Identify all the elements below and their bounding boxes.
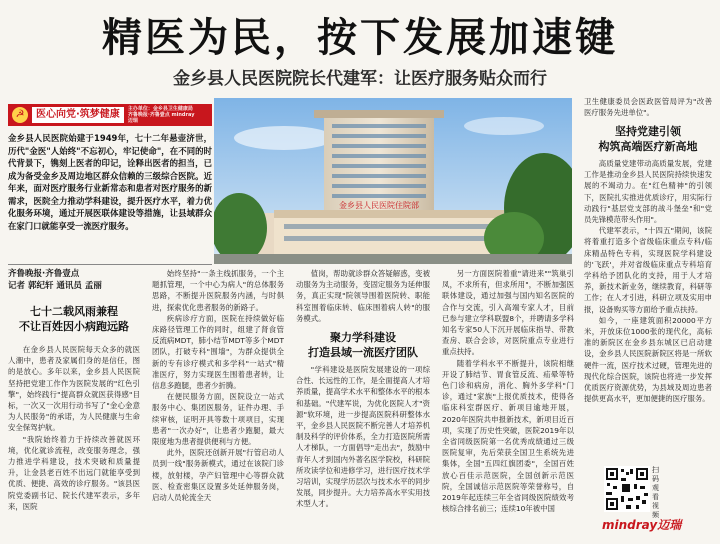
column-2 bbox=[152, 268, 284, 540]
paragraph: 代建军表示，"十四五"期间，该院将着重打造多个省级临床重点专科/临床精品特色专科，实现医院学科建设的'飞跃'，并对省级临床重点专科培育学科给予团队化的支持，用于人才培养，新技术新业务，继续教育，科研等工作；在人才引进，科研立项及实用申报，设备购买等方面给予重点扶持。 bbox=[584, 226, 712, 314]
paragraph: "我院始终着力于持续改善就医环境，优化就诊流程，改变服务理念，强力推进学科建设，技术突破和质量提升，让金县老百姓不出远门就能享受到优质、便捷、高效的诊疗服务。"该县医院党委副书记、院长代建军表示，多年来，医院 bbox=[8, 434, 140, 511]
section-title-line: 构筑高端医疗新高地 bbox=[598, 140, 698, 153]
party-emblem-icon: ☭ bbox=[12, 107, 28, 123]
paragraph: 始终坚持"一条主线抓服务，一个主题抓管理，一个中心为病人"的总体服务思路，不断提升医院服务内涵，与时俱进，探索优化患者服务的新路子。 bbox=[152, 269, 284, 312]
column-3-top bbox=[296, 268, 430, 330]
column-5 bbox=[584, 158, 712, 460]
headline: 精医为民，按下发展加速键 bbox=[102, 15, 618, 61]
subheadline: 金乡县人民医院院长代建军：让医疗服务贴众而行 bbox=[173, 69, 547, 89]
qr-code[interactable] bbox=[604, 466, 650, 512]
section-title-1 bbox=[8, 304, 140, 334]
divider bbox=[8, 264, 212, 265]
section-title-line: 不让百姓因小病跑远路 bbox=[19, 320, 129, 333]
paragraph: "学科建设是医院发展建设的一项综合性、长远性的工作，是全面提高人才培养质量，提高学术水平和整体水平的根本和基础。"代建军说，为优化医院人才"资源"软环境，进一步提高医院科研整体水平，金乡县人民医院不断完善人才培养机制及科学的评价体系，全力打造医院所需人才梯队，一方面倡导"走出去"，鼓励中青年人才到国内外著名医学院校，科研院所攻读学位和进修学习，进行医疗技术学习培训，实现学历层次与技术水平的同步发展，同步提升。大力培养高水平实用技术型人才。 bbox=[296, 365, 430, 509]
byline bbox=[8, 268, 148, 292]
sponsor-logo: mindray迈瑞 bbox=[602, 518, 682, 532]
paragraph: 值岗，帮助就诊群众答疑解惑，变被动服务为主动服务，变固定服务为延伸服务，真正实现"院领导围着医院转、职能科室围着临床转、临床围着病人转"的服务模式。 bbox=[296, 269, 430, 323]
paragraph: 随着学科水平不断提升，该院相继开设了肺结节、胃食管反流、疝晕等特色门诊和病房，消化、胸外多学科"门诊，通过"家族"上报优质技术，使得各临床科室群医疗、新项目逾地开展，2020年医院共申报新技术，新项目近百项，实现了历史性突破，医院2019年以全省同级医院第一名优秀成绩通过三级医院复审，先后荣获全国卫生系统先进集体，全国"五四红旗团委"，全国百姓放心百佳示范医院，全国创新示范医院，全国诚信示范医院等荣誉称号，自2019年起连续三年全省同级医院绩效考核综合排名前三；连续10年被中国 bbox=[442, 358, 574, 514]
reporters: 记者 郭纪轩 通讯员 孟丽 bbox=[8, 281, 102, 291]
section-title-line: 聚力学科建设 bbox=[330, 331, 396, 344]
section-title-3 bbox=[584, 124, 712, 154]
paragraph: 如今，一座建筑面积20000平方米，开放床位1000张的现代化，高标准的新院区在金乡县东城区已启动建设，金乡县人民医院新院区将是一所软硬件一流，医疗技术过硬，管理先进的现代化综合医院，该院也将进一步发挥优质医疗资源优势，为县域及周边患者提供更高水平，更加便捷的医疗服务。 bbox=[584, 315, 712, 404]
section-title-line: 七十二载风雨兼程 bbox=[30, 305, 118, 318]
column-4 bbox=[442, 268, 574, 540]
lead-paragraph: 金乡县人民医院始建于1949年，七十二年悬壶济世，历代"金医"人始终"不忘初心，牢记使命"，在不同的时代背景下，镌刻上医者的印记，诠释出医者的担当，已成为备受金乡及周边地区群众信赖的三级综合医院。近年来，面对医疗服务行业新常态和患者对医疗服务的新需求，医院全力推动学科建设，提升医疗水平，着力优化服务环境，通过开展医联体建设等措施，让县域群众在家门口就能享受一流医疗服务。 bbox=[8, 133, 212, 231]
column-5-top bbox=[584, 96, 712, 120]
paragraph: 另一方面医院着重"请进来""筑巢引凤，不求所有，但求所用"，不断加强医联体建设，通过加强与国内知名医院的合作与交流，引入高端专家人才，目前已参与建立学科联盟8个，并聘请多学科知名专家50人下沉开展临床指导、带教查房、联合会诊，对医院重点专业进行重点扶持。 bbox=[442, 269, 574, 357]
column-3-bottom bbox=[296, 364, 430, 540]
banner-sponsors: 主办单位：金乡县卫生健康局 齐鲁晚报·齐鲁壹点 mindray迈瑞 bbox=[127, 106, 195, 124]
section-title-line: 打造县域一流医疗团队 bbox=[308, 346, 418, 359]
section-title-line: 坚持党建引领 bbox=[615, 125, 681, 138]
paragraph: 在便民服务方面，医院设立一站式服务中心、集团医服务，证件办理、手续审核，证明开具等数十项项目，实现患者"一次办好"，让患者少跑腿，最大限度地为患者提供便利与方便。 bbox=[152, 392, 284, 447]
hospital-photo bbox=[214, 98, 572, 264]
outlet-name: 齐鲁晚报·齐鲁壹点 bbox=[8, 269, 80, 279]
banner-title: 医心向党·筑梦健康 bbox=[32, 107, 124, 123]
qr-label: 扫码观看视频 bbox=[652, 466, 659, 519]
section-title-2 bbox=[296, 330, 430, 360]
paragraph: 卫生健康委员会医政医管局评为"改善医疗服务先进单位"。 bbox=[584, 97, 712, 118]
building-sign: 金乡县人民医院住院部 bbox=[339, 201, 419, 210]
paragraph: 此外，医院还创新开展"行管启动人员到一线"服务新模式，通过在该院门诊楼，放射楼，孕产妇管理中心等群众就医、检查密集区设置多处延伸服务岗，启动人员轮流全天 bbox=[152, 448, 284, 503]
column-banner bbox=[8, 104, 212, 126]
column-1 bbox=[8, 344, 140, 540]
paragraph: 在金乡县人民医院每天众多的就医人潮中，患者及家属们身的是信任，图的是放心。多年以来，金乡县人民医院坚持把党建工作作为医院发展的"红色引擎"，始终践行"提高群众就医获得感"目标，一次又一次用行动书写了"金心金意为人民服务"的承诺，为人民健康与生命安全保驾护航。 bbox=[8, 345, 140, 433]
paragraph: 疾病诊疗方面，医院在持续做好临床路径管理工作的同时，组建了肾食管反流病MDT，肺小结节MDT等多个MDT团队，打破专科"围墙"，为群众提供全新的专有诊疗模式和多学科"一站式"精准医疗，努力实现医生围着患者转，让信息多跑腿，患者少折腾。 bbox=[152, 313, 284, 391]
paragraph: 高质量党建带动高质量发展，党建工作是推动金乡县人民医院持续快速发展的不竭动力。在"红色精神"的引领下，医院扎实推进优质诊疗，用实际行动践行"基层党支部的战斗堡垒"和"党员先锋模范带头作用"。 bbox=[584, 159, 712, 225]
